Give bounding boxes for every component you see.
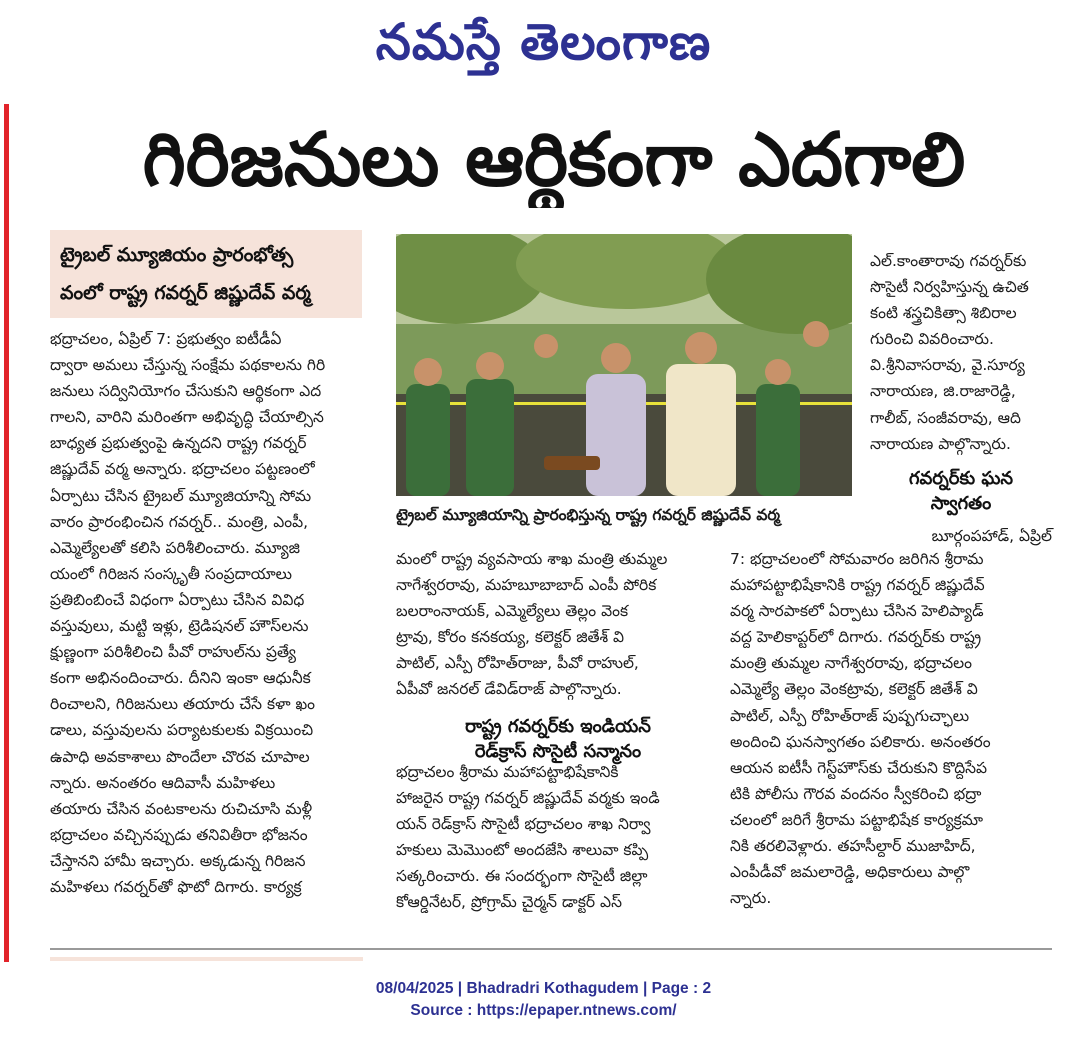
text-line: నారాయణ, జి.రాజారెడ్డి, — [870, 382, 1016, 401]
text-line: చేస్తానని హామీ ఇచ్చారు. అక్కడున్న గిరిజన — [50, 851, 306, 870]
text-line: పాటిల్, ఎస్పీ రోహిత్‌రాజు, పీవో రాహుల్, — [396, 654, 639, 673]
column-2-part-b — [396, 759, 716, 916]
dateline: బూర్గంపహాడ్, ఏప్రిల్ — [931, 527, 1052, 545]
text-line: హాజరైన రాష్ట్ర గవర్నర్ జిష్ణుదేవ్ వర్మకు ఇండి — [396, 788, 660, 807]
text-line: పాటిల్, ఎస్పీ రోహిత్‌రాజ్ పుష్పగుచ్ఛాలు — [730, 706, 970, 725]
footer — [0, 978, 1087, 1022]
text-line: నారాయణ పాల్గొన్నారు. — [870, 434, 1011, 453]
text-line: భద్రాచలం శ్రీరామ మహాపట్టాభిషేకానికి — [396, 762, 619, 781]
text-line: మంత్రి తుమ్మల నాగేశ్వరరావు, భద్రాచలం — [730, 654, 973, 673]
text-line: ట్రావు, కోరం కనకయ్య, కలెక్టర్ జితేశ్ వి — [396, 628, 625, 647]
text-line: వారం ప్రారంభించిన గవర్నర్.. మంత్రి, ఎంపీ, — [50, 512, 309, 531]
text-line: క్షుణ్ణంగా పరిశీలించి పీవో రాహుల్‌ను ప్రత్యే — [50, 643, 297, 662]
text-line: 7: భద్రాచలంలో సోమవారం జరిగిన శ్రీరామ — [730, 550, 984, 568]
text-line: వి.శ్రీనివాసరావు, వై.సూర్య — [870, 356, 1025, 375]
masthead-logo: నమస్తే తెలంగాణ — [375, 12, 712, 71]
bottom-rule-accent — [50, 957, 363, 961]
text-line: బలరాంనాయక్, ఎమ్మెల్యేలు తెల్లం వెంక — [396, 602, 629, 621]
text-line: ఏర్పాటు చేసిన ట్రైబల్ మ్యూజియాన్ని సోమ — [50, 486, 312, 505]
subhead-line: గవర్నర్‌కు ఘన — [908, 468, 1014, 489]
text-line: బాధ్యత ప్రభుత్వంపై ఉన్నదని రాష్ట్ర గవర్నర్ — [50, 434, 307, 453]
text-line: అందించి ఘనస్వాగతం పలికారు. అనంతరం — [730, 732, 991, 751]
text-line: వస్తువులు, మట్టి ఇళ్లు, ట్రెడిషనల్ హౌస్‌లను — [50, 617, 309, 636]
text-line: న్నారు. అనంతరం ఆదివాసీ మహిళలు — [50, 773, 276, 792]
text-line: కంగా అభినందించారు. దీనిని ఇంకా ఆధునీక — [50, 669, 311, 688]
footer-source-line: Source : https://epaper.ntnews.com/ — [410, 1002, 677, 1019]
text-line: యంలో గిరిజన సంస్కృతీ సంప్రదాయాలు — [50, 564, 292, 583]
text-line: టికి పోలీసు గౌరవ వందనం స్వీకరించి భద్రా — [730, 784, 982, 803]
text-line: నికి తరలివెళ్లారు. తహసీల్దార్ ముజాహిద్, — [730, 837, 976, 856]
subhead-line: రాష్ట్ర గవర్నర్‌కు ఇండియన్ — [465, 716, 651, 737]
text-line: ఎమ్మెల్యే తెల్లం వెంకట్రావు, కలెక్టర్ జితేశ్ వి — [730, 680, 978, 699]
text-line: ఉపాధి అవకాశాలు పొందేలా చొరవ చూపాల — [50, 747, 310, 766]
text-line: యన్ రెడ్‌క్రాస్ సొసైటీ భద్రాచలం శాఖ నిర్వా — [396, 814, 651, 833]
text-line: మహాపట్టాభిషేకానికి రాష్ట్ర గవర్నర్ జిష్ణుదేవ్ — [730, 576, 985, 595]
text-line: సత్కరించారు. ఈ సందర్భంగా సొసైటీ జిల్లా — [396, 866, 648, 885]
footer-date-line: 08/04/2025 | Bhadradri Kothagudem | Page : 2 — [375, 980, 712, 997]
subhead-line: రెడ్‌క్రాస్ సొసైటీ సన్మానం — [474, 741, 642, 762]
text-line: గురించి వివరించారు. — [870, 330, 994, 349]
subhead-redcross — [400, 714, 716, 770]
text-line: న్నారు. — [730, 889, 772, 908]
text-line: కోఆర్డినేటర్, ప్రోగ్రామ్ చైర్మన్ డాక్టర్ ఎస్ — [396, 893, 622, 912]
column-3-top — [870, 248, 1052, 464]
text-line: తయారు చేసిన వంటకాలను రుచిచూసి మళ్లీ — [50, 799, 313, 818]
text-line: జిష్ణుదేవ్ వర్మ అన్నారు. భద్రాచలం పట్టణంలో — [50, 460, 315, 479]
text-line: ఎమ్మెల్యేలతో కలిసి పరిశీలించారు. మ్యూజి — [50, 538, 300, 557]
text-line: ఎల్.కాంతారావు గవర్నర్‌కు — [870, 252, 1027, 270]
headline: గిరిజనులు ఆర్థికంగా ఎదగాలి — [142, 117, 966, 203]
text-line: కంటి శస్త్రచికిత్సా శిబిరాల — [870, 304, 1017, 323]
text-line: భద్రాచలం వచ్చినప్పుడు తనివితీరా భోజనం — [50, 825, 308, 844]
subheadline-line: వంలో రాష్ట్ర గవర్నర్ జిష్ణుదేవ్ వర్మ — [60, 282, 311, 304]
text-line: ఏపీవో జనరల్ డేవిడ్‌రాజ్ పాల్గొన్నారు. — [396, 680, 622, 699]
text-line: ఎంపీడీవో జమలారెడ్డి, అధికారులు పాల్గొ — [730, 863, 970, 882]
text-line: గాలని, వారిని మరింతగా అభివృద్ధి చేయాల్సిన — [50, 408, 324, 427]
bottom-rule — [50, 948, 1052, 950]
text-line: ఆయన ఐటీసీ గెస్ట్‌హౌస్‌కు చేరుకుని కొద్దిసేప — [730, 758, 988, 777]
text-line: భద్రాచలం, ఏప్రిల్ 7: ప్రభుత్వం ఐటీడీఏ — [50, 330, 282, 348]
text-line: రించాలని, గిరిజనులు తయారు చేసే కళా ఖం — [50, 695, 316, 714]
text-line: నాగేశ్వరరావు, మహబూబాబాద్ ఎంపీ పోరిక — [396, 576, 657, 595]
text-line: గాలీబ్, సంజీవరావు, ఆది — [870, 408, 1021, 427]
text-line: మహిళలు గవర్నర్‌తో ఫొటో దిగారు. కార్యక్ర — [50, 877, 302, 896]
subheadline-line: ట్రైబల్ మ్యూజియం ప్రారంభోత్స — [60, 244, 294, 266]
text-line: వర్మ సారపాకలో ఏర్పాటు చేసిన హెలిప్యాడ్ — [730, 602, 984, 621]
text-line: హకులు మెమొంటో అందజేసి శాలువా కప్పి — [396, 840, 649, 859]
text-line: ద్వారా అమలు చేస్తున్న సంక్షేమ పథకాలను గిరి — [50, 356, 326, 375]
photo-caption: ట్రైబల్ మ్యూజియాన్ని ప్రారంభిస్తున్న రాష్ట్ర గవర్నర్ జిష్ణుదేవ్ వర్మ — [396, 506, 781, 524]
text-line: చలంలో జరిగే శ్రీరామ పట్టాభిషేక కార్యక్రమా — [730, 810, 984, 829]
subhead-welcome — [876, 466, 1046, 522]
accent-bar — [4, 104, 9, 962]
text-line: ప్రతిబింబించే విధంగా ఏర్పాటు చేసిన వివిధ — [50, 590, 305, 609]
text-line: డాలు, వస్తువులను పర్యాటకులకు విక్రయించి — [50, 721, 314, 740]
column-2-part-a — [396, 546, 716, 703]
text-line: మంలో రాష్ట్ర వ్యవసాయ శాఖ మంత్రి తుమ్మల — [396, 550, 668, 568]
subhead-line: స్వాగతం — [930, 493, 992, 514]
text-line: సొసైటీ నిర్వహిస్తున్న ఉచిత — [870, 278, 1029, 297]
news-photo — [396, 234, 852, 496]
text-line: వద్ద హెలికాప్టర్‌లో దిగారు. గవర్నర్‌కు రాష్ట్ర — [730, 628, 982, 647]
column-3 — [730, 546, 1052, 942]
subheadline-box — [50, 230, 362, 318]
column-1 — [50, 326, 364, 942]
text-line: జనులు సద్వినియోగం చేసుకుని ఆర్థికంగా ఎద — [50, 382, 322, 401]
